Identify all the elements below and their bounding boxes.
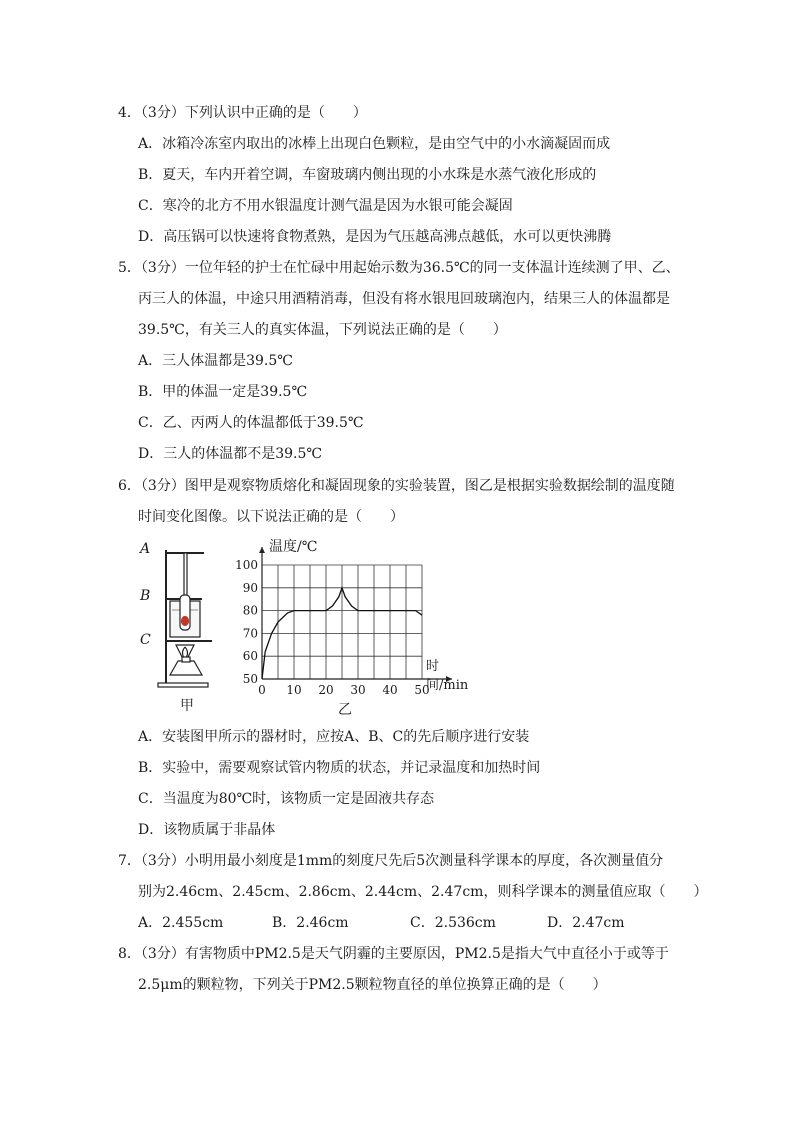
- q4-option-a: A．冰箱冷冻室内取出的冰棒上出现白色颗粒，是由空气中的小水滴凝固而成: [138, 136, 611, 152]
- q5-option-b: B．甲的体温一定是39.5℃: [138, 384, 308, 400]
- x-tick-label: 50: [414, 683, 430, 697]
- q5-option-c: C．乙、丙两人的体温都低于39.5℃: [138, 415, 364, 431]
- q6-option-c: C．当温度为80℃时，该物质一定是固液共存态: [138, 791, 435, 807]
- temperature-time-graph: [235, 547, 452, 697]
- q8-stem-line1: 8．（3分）有害物质中PM2.5是天气阴霾的主要原因，PM2.5是指大气中直径小于或等于: [118, 946, 669, 962]
- graph-y-label: 温度/℃: [269, 539, 318, 555]
- q6-stem-line2: 时间变化图像。以下说法正确的是（ ）: [138, 509, 404, 525]
- q7-option-a: A．2.455cm: [138, 915, 224, 931]
- x-tick-label: 40: [382, 683, 398, 697]
- q6-option-d: D．该物质属于非晶体: [138, 822, 276, 838]
- graph-caption: 乙: [338, 702, 352, 718]
- q7-option-d: D．2.47cm: [547, 915, 625, 931]
- q7-stem-line1: 7．（3分）小明用最小刻度是1mm的刻度尺先后5次测量科学课本的厚度，各次测量值分: [118, 853, 664, 869]
- y-tick-label: 60: [242, 649, 258, 664]
- q7-option-b: B．2.46cm: [272, 915, 349, 931]
- apparatus-label-c: C: [140, 632, 151, 648]
- y-axis-arrow: [259, 547, 265, 553]
- q7-stem-line2: 别为2.46cm、2.45cm、2.86cm、2.44cm、2.47cm，则科学课本的测量值应取（ ）: [138, 884, 708, 900]
- apparatus-label-b: B: [140, 588, 151, 604]
- y-tick-label: 50: [242, 672, 258, 686]
- q5-stem-line1: 5．（3分）一位年轻的护士在忙碌中用起始示数为36.5℃的同一支体温计连续测了甲、乙、: [118, 260, 680, 276]
- q4-option-b: B．夏天，车内开着空调，车窗玻璃内侧出现的小水珠是水蒸气液化形成的: [138, 167, 597, 183]
- graph-x-label: 时间/min: [426, 659, 469, 693]
- apparatus-label-a: A: [140, 541, 151, 557]
- x-tick-label: 30: [350, 683, 366, 697]
- q6-figure-svg: [136, 535, 469, 720]
- q4-option-d: D．高压锅可以快速将食物煮熟，是因为气压越高沸点越低，水可以更快沸腾: [138, 229, 612, 245]
- q6-option-a: A．安装图甲所示的器材时，应按A、B、C的先后顺序进行安装: [138, 729, 530, 745]
- apparatus-drawing: [158, 550, 212, 687]
- q5-stem-line2: 丙三人的体温，中途只用酒精消毒，但没有将水银甩回玻璃泡内，结果三人的体温都是: [138, 291, 670, 307]
- sample: [182, 617, 189, 626]
- y-tick-label: 90: [242, 580, 258, 595]
- q4-option-c: C．寒冷的北方不用水银温度计测气温是因为水银可能会凝固: [138, 198, 513, 214]
- y-tick-label: 70: [242, 626, 258, 641]
- q8-stem-line2: 2.5μm的颗粒物，下列关于PM2.5颗粒物直径的单位换算正确的是（ ）: [138, 977, 607, 993]
- q4-stem: 4．（3分）下列认识中正确的是（ ）: [118, 105, 367, 121]
- x-tick-label: 0: [258, 683, 266, 697]
- x-tick-label: 20: [318, 683, 334, 697]
- stand-base: [158, 683, 208, 687]
- x-tick-label: 10: [286, 683, 302, 697]
- q5-stem-line3: 39.5℃，有关三人的真实体温，下列说法正确的是（ ）: [138, 322, 507, 338]
- q6-option-b: B．实验中，需要观察试管内物质的状态，并记录温度和加热时间: [138, 760, 541, 776]
- alcohol-lamp: [170, 661, 202, 675]
- y-tick-label: 80: [242, 603, 258, 618]
- y-tick-label: 100: [235, 558, 258, 572]
- q5-option-a: A．三人体温都是39.5℃: [138, 353, 293, 369]
- q6-figure: [136, 535, 469, 720]
- lamp-wick: [182, 657, 190, 662]
- q5-option-d: D．三人的体温都不是39.5℃: [138, 446, 323, 462]
- apparatus-caption: 甲: [180, 698, 194, 714]
- q6-stem-line1: 6．（3分）图甲是观察物质熔化和凝固现象的实验装置，图乙是根据实验数据绘制的温度随: [118, 478, 675, 494]
- q7-option-c: C．2.536cm: [410, 915, 496, 931]
